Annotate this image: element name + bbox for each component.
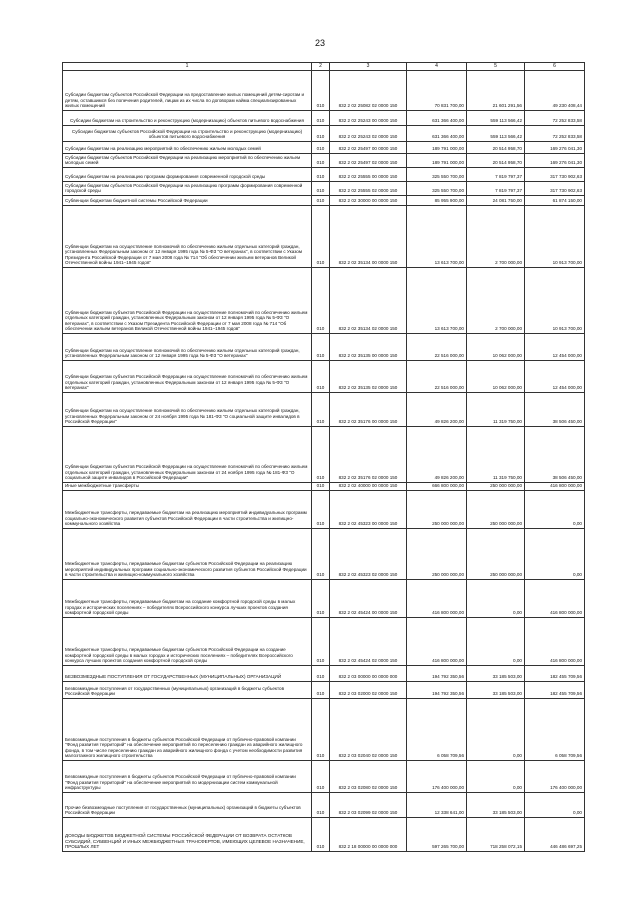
row-description: Прочие безвозмездные поступления от государственных (муниципальных) организаций в бюджеты субъектов Российской Федерации xyxy=(63,793,312,818)
row-remaining-amount: 416 800 000,00 xyxy=(525,618,585,666)
row-remaining-amount: 416 800 000,00 xyxy=(525,580,585,618)
row-approved-amount: 49 826 200,00 xyxy=(407,393,467,427)
row-description: Субсидии бюджетам субъектов Российской Федерации на реализацию мероприятий по обеспечению жильем молодых семей xyxy=(63,154,312,168)
row-remaining-amount: 38 506 450,00 xyxy=(525,393,585,427)
row-line-code: 010 xyxy=(312,483,330,491)
table-row xyxy=(63,580,585,618)
row-remaining-amount: 169 276 041,30 xyxy=(525,154,585,168)
row-description: Межбюджетные трансферты, передаваемые бюджетам на создание комфортной городской среды в малых городах и исторических поселениях – победителях Всероссийского конкурса лучших проектов создания комфортной городской среды xyxy=(63,580,312,618)
column-header: 1 xyxy=(63,63,312,71)
table-row xyxy=(63,618,585,666)
column-header: 6 xyxy=(525,63,585,71)
row-description: Субвенции бюджетам субъектов Российской Федерации на осуществление полномочий по обеспечению жильем отдельных категорий граждан, установленных Федеральным законом от 24 ноября 1995 года № 181-ФЗ "О социальной защите инвалидов в Российской Федерации" xyxy=(63,427,312,483)
row-budget-code: 832 2 18 00000 00 0000 000 xyxy=(330,818,407,852)
row-approved-amount: 325 550 700,00 xyxy=(407,168,467,182)
row-approved-amount: 22 516 000,00 xyxy=(407,361,467,393)
row-line-code: 010 xyxy=(312,71,330,111)
row-approved-amount: 12 338 641,00 xyxy=(407,793,467,818)
row-line-code: 010 xyxy=(312,666,330,682)
row-description: Субсидии бюджетам субъектов Российской Федерации на предоставление жилых помещений детям-сиротам и детям, оставшимся без попечения родителей, лицам из их числа по договорам найма специализированных жилых помещений xyxy=(63,71,312,111)
row-approved-amount: 6 058 709,56 xyxy=(407,699,467,761)
row-executed-amount: 7 819 797,37 xyxy=(467,182,525,196)
table-row xyxy=(63,483,585,491)
row-line-code: 010 xyxy=(312,111,330,126)
row-approved-amount: 416 800 000,00 xyxy=(407,618,467,666)
row-budget-code: 832 2 03 02040 02 0000 150 xyxy=(330,699,407,761)
row-remaining-amount: 0,00 xyxy=(525,529,585,580)
row-description: Межбюджетные трансферты, передаваемые бюджетам на реализацию мероприятий индивидуальных программ социально-экономического развития субъектов Российской Федерации в части строительства и жилищно-коммунального хозяйства xyxy=(63,491,312,529)
row-budget-code: 832 2 02 35135 00 0000 150 xyxy=(330,334,407,361)
budget-table xyxy=(62,62,585,852)
row-description: Иные межбюджетные трансферты xyxy=(63,483,312,491)
row-description: Субвенции бюджетам субъектов Российской Федерации на осуществление полномочий по обеспечению жильем отдельных категорий граждан, установленных Федеральным законом от 12 января 1995 года № 5-ФЗ "О ветеранах", в соответствии с Указом Президента Российской Федерации от 7 мая 2008 года № 714 "Об обеспечении жильем ветеранов Великой Отечественной войны 1941–1945 годов" xyxy=(63,268,312,334)
row-budget-code: 832 2 02 35135 02 0000 150 xyxy=(330,361,407,393)
row-executed-amount: 11 319 750,00 xyxy=(467,393,525,427)
header-row xyxy=(63,63,585,71)
row-description: Субвенции бюджетам бюджетной системы Российской Федерации xyxy=(63,196,312,206)
row-remaining-amount: 12 454 000,00 xyxy=(525,334,585,361)
row-remaining-amount: 176 400 000,00 xyxy=(525,761,585,793)
row-remaining-amount: 10 913 700,00 xyxy=(525,206,585,268)
row-budget-code: 832 2 03 02080 02 0000 150 xyxy=(330,761,407,793)
column-header: 5 xyxy=(467,63,525,71)
table-row xyxy=(63,491,585,529)
table-row xyxy=(63,142,585,154)
row-approved-amount: 325 550 700,00 xyxy=(407,182,467,196)
row-approved-amount: 194 792 350,56 xyxy=(407,682,467,699)
row-remaining-amount: 0,00 xyxy=(525,491,585,529)
row-executed-amount: 24 081 750,00 xyxy=(467,196,525,206)
row-line-code: 010 xyxy=(312,268,330,334)
table-row xyxy=(63,818,585,852)
row-budget-code: 832 2 02 35134 02 0000 150 xyxy=(330,268,407,334)
row-budget-code: 832 2 02 35176 02 0000 150 xyxy=(330,427,407,483)
row-line-code: 010 xyxy=(312,793,330,818)
row-executed-amount: 33 185 503,00 xyxy=(467,793,525,818)
row-description: Межбюджетные трансферты, передаваемые бюджетам субъектов Российской Федерации на создание комфортной городской среды в малых городах и исторических поселениях – победителях Всероссийского конкурса лучших проектов создания комфортной городской среды xyxy=(63,618,312,666)
row-line-code: 010 xyxy=(312,361,330,393)
row-line-code: 010 xyxy=(312,427,330,483)
row-executed-amount: 2 700 000,00 xyxy=(467,206,525,268)
row-executed-amount: 20 514 958,70 xyxy=(467,142,525,154)
row-description: Межбюджетные трансферты, передаваемые бюджетам субъектов Российской Федерации на реализацию мероприятий индивидуальных программ социально-экономического развития субъектов Российской Федерации в части строительства и жилищно-коммунального хозяйства xyxy=(63,529,312,580)
row-line-code: 010 xyxy=(312,142,330,154)
row-executed-amount: 21 601 291,56 xyxy=(467,71,525,111)
table-row xyxy=(63,196,585,206)
row-executed-amount: 0,00 xyxy=(467,618,525,666)
row-budget-code: 832 2 02 25082 02 0000 150 xyxy=(330,71,407,111)
row-description: Субсидии бюджетам субъектов Российской Федерации на строительство и реконструкцию (модернизацию) объектов питьевого водоснабжения xyxy=(63,126,312,142)
row-budget-code: 832 2 02 45323 02 0000 150 xyxy=(330,529,407,580)
row-remaining-amount: 0,00 xyxy=(525,793,585,818)
row-description: Субсидии бюджетам субъектов Российской Федерации на реализацию программ формирования современной городской среды xyxy=(63,182,312,196)
row-budget-code: 832 2 02 35176 00 0000 150 xyxy=(330,393,407,427)
row-approved-amount: 70 831 700,00 xyxy=(407,71,467,111)
row-line-code: 010 xyxy=(312,126,330,142)
row-executed-amount: 559 113 566,42 xyxy=(467,126,525,142)
row-remaining-amount: 38 506 450,00 xyxy=(525,427,585,483)
table-row xyxy=(63,761,585,793)
row-line-code: 010 xyxy=(312,168,330,182)
row-remaining-amount: 169 276 041,30 xyxy=(525,142,585,154)
row-executed-amount: 33 185 503,00 xyxy=(467,666,525,682)
row-executed-amount: 250 000 000,00 xyxy=(467,491,525,529)
row-remaining-amount: 61 874 150,00 xyxy=(525,196,585,206)
row-budget-code: 832 2 03 02099 02 0000 150 xyxy=(330,793,407,818)
row-budget-code: 832 2 02 25497 02 0000 150 xyxy=(330,154,407,168)
row-remaining-amount: 317 730 902,63 xyxy=(525,182,585,196)
row-remaining-amount: 72 252 833,58 xyxy=(525,126,585,142)
row-description: БЕЗВОЗМЕЗДНЫЕ ПОСТУПЛЕНИЯ ОТ ГОСУДАРСТВЕННЫХ (МУНИЦИПАЛЬНЫХ) ОРГАНИЗАЦИЙ xyxy=(63,666,312,682)
column-header: 4 xyxy=(407,63,467,71)
row-budget-code: 832 2 03 02000 02 0000 150 xyxy=(330,682,407,699)
row-approved-amount: 631 366 400,00 xyxy=(407,111,467,126)
row-approved-amount: 250 000 000,00 xyxy=(407,491,467,529)
row-line-code: 010 xyxy=(312,154,330,168)
row-remaining-amount: 10 913 700,00 xyxy=(525,268,585,334)
table-row xyxy=(63,154,585,168)
row-remaining-amount: 49 230 408,44 xyxy=(525,71,585,111)
row-budget-code: 832 2 02 45424 00 0000 150 xyxy=(330,580,407,618)
row-executed-amount: 10 062 000,00 xyxy=(467,361,525,393)
row-remaining-amount: 446 486 697,25 xyxy=(525,818,585,852)
row-description: Безвозмездные поступления в бюджеты субъектов Российской Федерации от публично-правовой компании "Фонд развития территорий" на обеспечение мероприятий по переселению граждан из аварийного жилищного фонда, в том числе переселению граждан из аварийного жилищного фонда с учетом необходимости развития малоэтажного жилищного строительства xyxy=(63,699,312,761)
row-budget-code: 832 2 02 40000 00 0000 150 xyxy=(330,483,407,491)
table-row xyxy=(63,699,585,761)
row-line-code: 010 xyxy=(312,761,330,793)
row-description: Субвенции бюджетам на осуществление полномочий по обеспечению жильем отдельных категорий граждан, установленных Федеральным законом от 12 января 1995 года № 5-ФЗ "О ветеранах", в соответствии с Указом Президента Российской Федерации от 7 мая 2008 года № 714 "Об обеспечении жильем ветеранов Великой Отечественной войны 1941–1945 годов" xyxy=(63,206,312,268)
row-description: Субвенции бюджетам субъектов Российской Федерации на осуществление полномочий по обеспечению жильем отдельных категорий граждан, установленных Федеральным законом от 12 января 1995 года № 5-ФЗ "О ветеранах" xyxy=(63,361,312,393)
column-header: 3 xyxy=(330,63,407,71)
row-description: Субвенции бюджетам на осуществление полномочий по обеспечению жильем отдельных категорий граждан, установленных Федеральным законом от 24 ноября 1995 года № 181-ФЗ "О социальной защите инвалидов в Российской Федерации" xyxy=(63,393,312,427)
table-row xyxy=(63,361,585,393)
row-line-code: 010 xyxy=(312,393,330,427)
row-budget-code: 832 2 02 25497 00 0000 150 xyxy=(330,142,407,154)
row-description: Субсидии бюджетам на реализацию программ формирования современной городской среды xyxy=(63,168,312,182)
row-executed-amount: 0,00 xyxy=(467,699,525,761)
row-budget-code: 832 2 02 25555 00 0000 150 xyxy=(330,168,407,182)
row-description: ДОХОДЫ БЮДЖЕТОВ БЮДЖЕТНОЙ СИСТЕМЫ РОССИЙСКОЙ ФЕДЕРАЦИИ ОТ ВОЗВРАТА ОСТАТКОВ СУБСИДИЙ, СУБВЕНЦИЙ И ИНЫХ МЕЖБЮДЖЕТНЫХ ТРАНСФЕРТОВ, ИМЕЮЩИХ ЦЕЛЕВОЕ НАЗНАЧЕНИЕ, ПРОШЛЫХ ЛЕТ xyxy=(63,818,312,852)
row-approved-amount: 250 000 000,00 xyxy=(407,529,467,580)
row-approved-amount: 189 791 000,00 xyxy=(407,142,467,154)
table-row xyxy=(63,529,585,580)
row-approved-amount: 416 800 000,00 xyxy=(407,580,467,618)
row-approved-amount: 49 826 200,00 xyxy=(407,427,467,483)
row-approved-amount: 666 800 000,00 xyxy=(407,483,467,491)
table-row xyxy=(63,71,585,111)
row-description: Безвозмездные поступления в бюджеты субъектов Российской Федерации от публично-правовой компании "Фонд развития территорий" на обеспечение мероприятий по модернизации систем коммунальной инфраструктуры xyxy=(63,761,312,793)
row-executed-amount: 250 000 000,00 xyxy=(467,483,525,491)
table-row xyxy=(63,427,585,483)
table-row xyxy=(63,334,585,361)
row-line-code: 010 xyxy=(312,682,330,699)
row-approved-amount: 22 516 000,00 xyxy=(407,334,467,361)
row-remaining-amount: 12 454 000,00 xyxy=(525,361,585,393)
row-approved-amount: 13 613 700,00 xyxy=(407,268,467,334)
row-budget-code: 832 2 02 25243 02 0000 150 xyxy=(330,126,407,142)
row-line-code: 010 xyxy=(312,580,330,618)
row-remaining-amount: 317 730 902,63 xyxy=(525,168,585,182)
row-approved-amount: 189 791 000,00 xyxy=(407,154,467,168)
row-budget-code: 832 2 02 45424 02 0000 150 xyxy=(330,618,407,666)
row-description: Субсидии бюджетам на реализацию мероприятий по обеспечению жильем молодых семей xyxy=(63,142,312,154)
table-row xyxy=(63,268,585,334)
row-line-code: 010 xyxy=(312,491,330,529)
row-line-code: 010 xyxy=(312,206,330,268)
column-header: 2 xyxy=(312,63,330,71)
row-approved-amount: 194 792 350,56 xyxy=(407,666,467,682)
table-row xyxy=(63,393,585,427)
table-row xyxy=(63,111,585,126)
row-executed-amount: 7 819 797,37 xyxy=(467,168,525,182)
row-executed-amount: 10 062 000,00 xyxy=(467,334,525,361)
row-budget-code: 832 2 03 00000 00 0000 000 xyxy=(330,666,407,682)
row-executed-amount: 33 185 503,00 xyxy=(467,682,525,699)
table-body xyxy=(63,71,585,852)
table-row xyxy=(63,126,585,142)
row-line-code: 010 xyxy=(312,618,330,666)
row-line-code: 010 xyxy=(312,334,330,361)
row-approved-amount: 176 400 000,00 xyxy=(407,761,467,793)
table-row xyxy=(63,793,585,818)
row-line-code: 010 xyxy=(312,196,330,206)
row-approved-amount: 85 955 900,00 xyxy=(407,196,467,206)
row-approved-amount: 631 366 400,00 xyxy=(407,126,467,142)
row-remaining-amount: 72 252 833,58 xyxy=(525,111,585,126)
table-row xyxy=(63,206,585,268)
row-remaining-amount: 182 455 709,56 xyxy=(525,682,585,699)
row-approved-amount: 13 613 700,00 xyxy=(407,206,467,268)
row-description: Безвозмездные поступления от государственных (муниципальных) организаций в бюджеты субъектов Российской Федерации xyxy=(63,682,312,699)
row-executed-amount: 718 258 072,15 xyxy=(467,818,525,852)
table-row xyxy=(63,182,585,196)
row-executed-amount: 20 514 958,70 xyxy=(467,154,525,168)
row-line-code: 010 xyxy=(312,699,330,761)
row-remaining-amount: 6 058 709,56 xyxy=(525,699,585,761)
row-line-code: 010 xyxy=(312,818,330,852)
row-executed-amount: 250 000 000,00 xyxy=(467,529,525,580)
row-approved-amount: 597 265 700,00 xyxy=(407,818,467,852)
row-budget-code: 832 2 02 25555 02 0000 150 xyxy=(330,182,407,196)
row-executed-amount: 0,00 xyxy=(467,580,525,618)
row-description: Субсидии бюджетам на строительство и реконструкцию (модернизацию) объектов питьевого водоснабжения xyxy=(63,111,312,126)
row-executed-amount: 559 113 566,42 xyxy=(467,111,525,126)
table-row xyxy=(63,168,585,182)
row-remaining-amount: 416 800 000,00 xyxy=(525,483,585,491)
row-executed-amount: 2 700 000,00 xyxy=(467,268,525,334)
row-line-code: 010 xyxy=(312,182,330,196)
row-budget-code: 832 2 02 35134 00 0000 150 xyxy=(330,206,407,268)
row-budget-code: 832 2 02 30000 00 0000 150 xyxy=(330,196,407,206)
table-row xyxy=(63,666,585,682)
row-line-code: 010 xyxy=(312,529,330,580)
row-budget-code: 832 2 02 25243 00 0000 150 xyxy=(330,111,407,126)
table-row xyxy=(63,682,585,699)
row-executed-amount: 11 319 750,00 xyxy=(467,427,525,483)
page-number: 23 xyxy=(314,38,325,48)
row-budget-code: 832 2 02 45323 00 0000 150 xyxy=(330,491,407,529)
row-description: Субвенции бюджетам на осуществление полномочий по обеспечению жильем отдельных категорий граждан, установленных Федеральным законом от 12 января 1995 года № 5-ФЗ "О ветеранах" xyxy=(63,334,312,361)
row-executed-amount: 0,00 xyxy=(467,761,525,793)
row-remaining-amount: 182 455 709,56 xyxy=(525,666,585,682)
